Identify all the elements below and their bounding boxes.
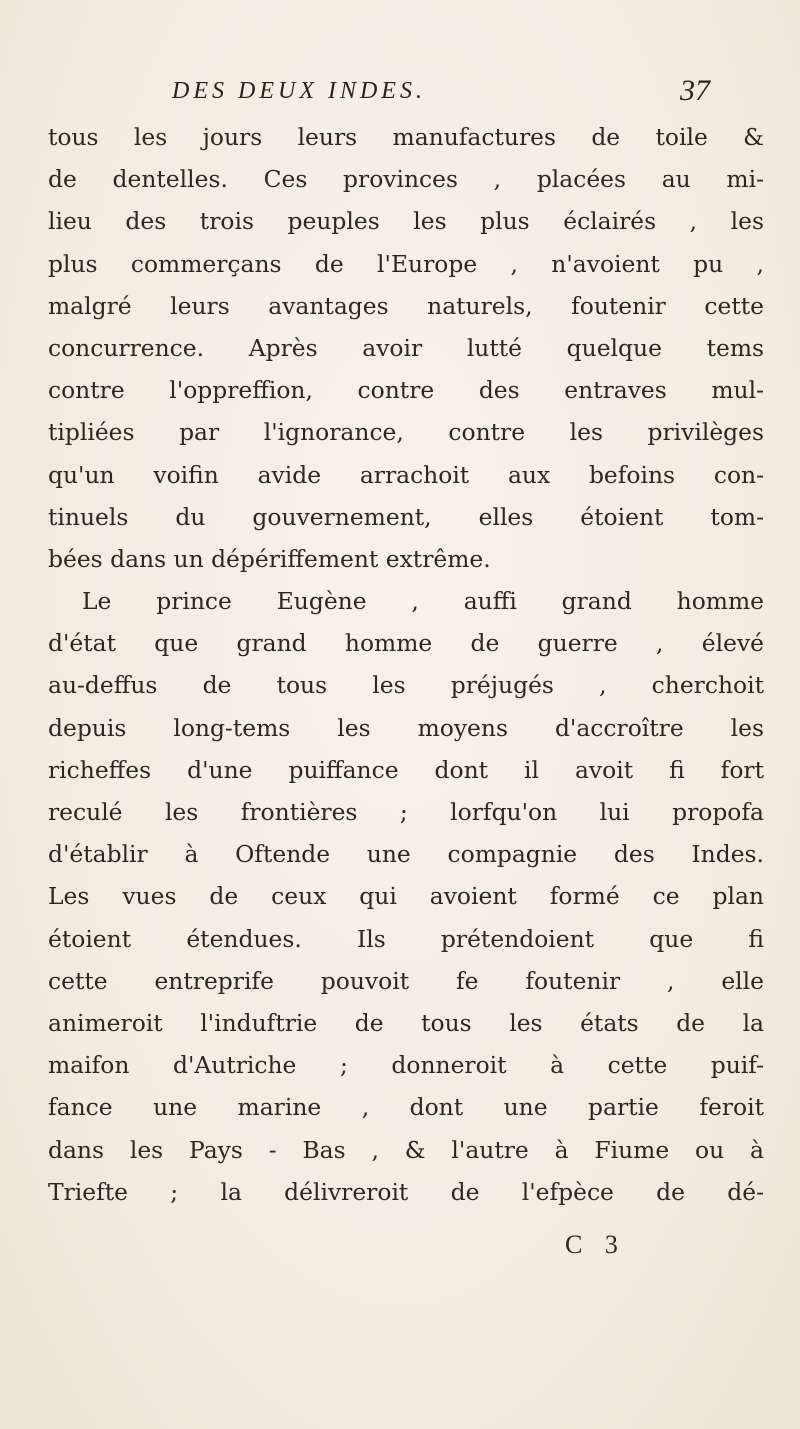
text-line: cette entreprife pouvoit fe foutenir , elle (48, 966, 764, 995)
running-title: DES DEUX INDES. (172, 78, 426, 104)
text-line: richeffes d'une puiffance dont il avoit fi fort (48, 755, 764, 784)
text-line: concurrence. Après avoir lutté quelque tems (48, 333, 764, 362)
text-line: fance une marine , dont une partie feroit (48, 1093, 764, 1122)
text-line: Triefte ; la délivreroit de l'efpèce de dé- (48, 1177, 764, 1206)
text-line: au-deffus de tous les préjugés , cherchoit (48, 671, 764, 700)
text-line: depuis long-tems les moyens d'accroître les (48, 713, 764, 742)
text-line: tinuels du gouvernement, elles étoient tom- (48, 502, 764, 531)
signature-mark: C 3 (565, 1230, 626, 1259)
text-line: étoient étendues. Ils prétendoient que fi (48, 924, 764, 953)
text-line: reculé les frontières ; lorfqu'on lui propofa (48, 798, 764, 826)
text-line: dans les Pays - Bas , & l'autre à Fiume ou à (48, 1135, 764, 1164)
text-line: maifon d'Autriche ; donneroit à cette puif- (48, 1051, 764, 1080)
text-line: lieu des trois peuples les plus éclairés , les (48, 207, 764, 236)
text-line: contre l'oppreffion, contre des entraves mul- (48, 376, 764, 405)
body-text (48, 116, 764, 1213)
text-line: tipliées par l'ignorance, contre les privilèges (48, 418, 764, 447)
text-line: d'établir à Oftende une compagnie des Indes. (48, 840, 764, 869)
text-line: Le prince Eugène , auffi grand homme (82, 587, 764, 616)
text-line: qu'un voifin avide arrachoit aux befoins con- (48, 460, 764, 489)
text-line: Les vues de ceux qui avoient formé ce plan (48, 882, 764, 911)
text-line: d'état que grand homme de guerre , élevé (48, 629, 764, 658)
text-line: de dentelles. Ces provinces , placées au mi- (48, 165, 764, 194)
page-number: 37 (680, 74, 710, 107)
text-line: animeroit l'induftrie de tous les états de la (48, 1008, 764, 1037)
text-line: bées dans un dépériffement extrême. (48, 544, 491, 573)
text-line: plus commerçans de l'Europe , n'avoient pu , (48, 249, 764, 278)
running-head (170, 74, 710, 118)
text-line: tous les jours leurs manufactures de toile & (48, 123, 764, 151)
text-line: malgré leurs avantages naturels, foutenir cette (48, 291, 764, 320)
